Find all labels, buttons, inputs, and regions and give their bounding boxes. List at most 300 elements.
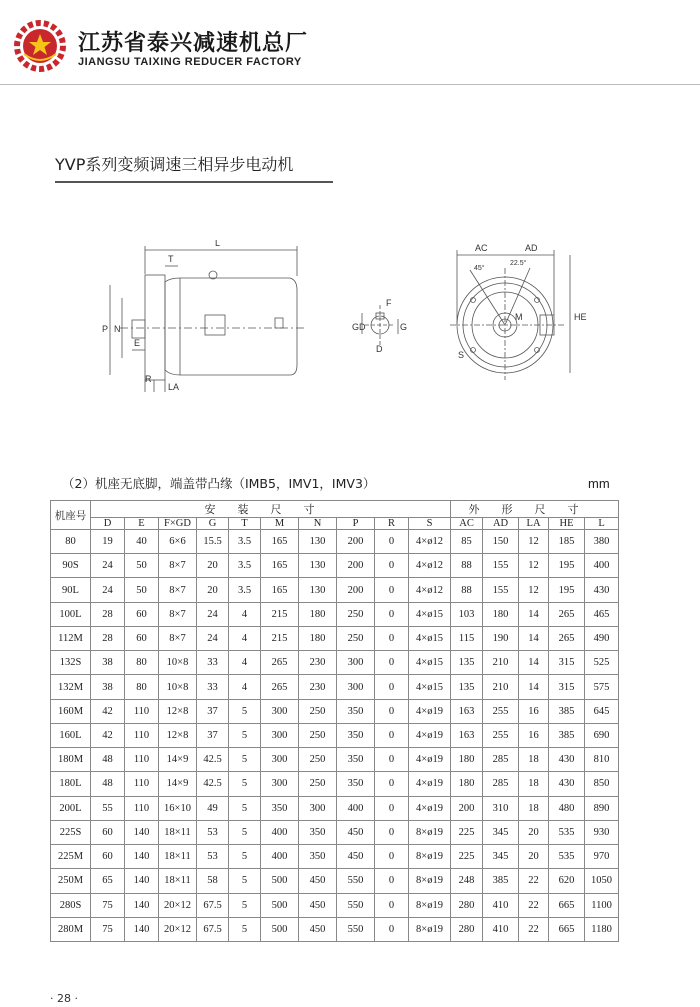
label-angle-45: 45° [474, 265, 485, 272]
table-cell: 5 [229, 796, 261, 820]
table-cell: 525 [585, 651, 619, 675]
table-cell: 5 [229, 917, 261, 941]
label-m: M [515, 312, 523, 322]
table-cell: 265 [549, 602, 585, 626]
table-cell: 80 [125, 675, 159, 699]
frame-size-cell: 90S [51, 554, 91, 578]
table-cell: 33 [197, 675, 229, 699]
table-cell: 450 [337, 820, 375, 844]
label-la: LA [168, 382, 180, 392]
table-row [51, 845, 619, 869]
table-cell: 135 [451, 651, 483, 675]
label-l: L [215, 240, 221, 248]
table-cell: 350 [337, 748, 375, 772]
table-cell: 4×ø19 [409, 748, 451, 772]
table-cell: 310 [483, 796, 519, 820]
table-cell: 200 [337, 578, 375, 602]
table-cell: 430 [549, 748, 585, 772]
table-cell: 550 [337, 893, 375, 917]
table-cell: 1050 [585, 869, 619, 893]
table-group-header-row [51, 501, 619, 518]
label-ad: AD [525, 243, 538, 253]
table-cell: 4×ø15 [409, 602, 451, 626]
table-cell: 60 [125, 626, 159, 650]
table-cell: 225 [451, 845, 483, 869]
table-cell: 300 [337, 675, 375, 699]
table-cell: 500 [261, 917, 299, 941]
table-cell: 135 [451, 675, 483, 699]
table-cell: 250 [299, 772, 337, 796]
column-header: G [197, 518, 229, 530]
table-cell: 350 [337, 772, 375, 796]
table-cell: 300 [261, 699, 299, 723]
table-cell: 350 [299, 820, 337, 844]
table-cell: 180 [451, 772, 483, 796]
table-cell: 255 [483, 723, 519, 747]
frame-size-cell: 250M [51, 869, 91, 893]
table-cell: 18 [519, 748, 549, 772]
column-header: D [91, 518, 125, 530]
table-cell: 14 [519, 626, 549, 650]
table-cell: 8×7 [159, 554, 197, 578]
table-cell: 4×ø12 [409, 554, 451, 578]
table-cell: 210 [483, 675, 519, 699]
frame-size-cell: 200L [51, 796, 91, 820]
table-cell: 8×ø19 [409, 845, 451, 869]
table-cell: 180 [451, 748, 483, 772]
table-cell: 210 [483, 651, 519, 675]
table-cell: 20 [197, 578, 229, 602]
frame-size-cell: 90L [51, 578, 91, 602]
table-cell: 20×12 [159, 917, 197, 941]
table-cell: 400 [261, 820, 299, 844]
table-row [51, 917, 619, 941]
table-cell: 300 [299, 796, 337, 820]
company-name-en: JIANGSU TAIXING REDUCER FACTORY [78, 56, 302, 68]
table-cell: 24 [197, 602, 229, 626]
table-row [51, 554, 619, 578]
table-cell: 10×8 [159, 675, 197, 699]
table-cell: 300 [261, 723, 299, 747]
table-cell: 315 [549, 651, 585, 675]
table-cell: 28 [91, 626, 125, 650]
table-cell: 480 [549, 796, 585, 820]
company-name-cn: 江苏省泰兴减速机总厂 [78, 31, 309, 56]
table-cell: 60 [125, 602, 159, 626]
table-cell: 255 [483, 699, 519, 723]
table-cell: 110 [125, 699, 159, 723]
table-cell: 230 [299, 651, 337, 675]
table-cell: 5 [229, 845, 261, 869]
table-cell: 14×9 [159, 748, 197, 772]
table-cell: 850 [585, 772, 619, 796]
table-cell: 430 [585, 578, 619, 602]
table-cell: 14 [519, 675, 549, 699]
table-cell: 80 [125, 651, 159, 675]
frame-size-header: 机座号 [51, 501, 91, 530]
table-cell: 1100 [585, 893, 619, 917]
table-cell: 350 [337, 699, 375, 723]
table-cell: 285 [483, 772, 519, 796]
table-cell: 42 [91, 723, 125, 747]
table-cell: 8×ø19 [409, 917, 451, 941]
table-cell: 0 [375, 796, 409, 820]
table-cell: 150 [483, 530, 519, 554]
label-g: G [400, 322, 408, 332]
table-cell: 280 [451, 917, 483, 941]
table-cell: 37 [197, 723, 229, 747]
table-cell: 65 [91, 869, 125, 893]
table-cell: 67.5 [197, 917, 229, 941]
table-cell: 575 [585, 675, 619, 699]
table-cell: 4×ø19 [409, 796, 451, 820]
label-e: E [134, 338, 141, 348]
table-cell: 400 [337, 796, 375, 820]
label-n: N [114, 324, 121, 334]
terminal-box [205, 315, 225, 335]
table-cell: 350 [299, 845, 337, 869]
install-dimensions-header: 安装尺寸 [91, 501, 451, 518]
table-cell: 140 [125, 917, 159, 941]
table-cell: 18 [519, 772, 549, 796]
column-header: T [229, 518, 261, 530]
table-cell: 345 [483, 820, 519, 844]
table-cell: 163 [451, 723, 483, 747]
table-cell: 1180 [585, 917, 619, 941]
table-cell: 49 [197, 796, 229, 820]
table-cell: 12 [519, 530, 549, 554]
table-cell: 410 [483, 917, 519, 941]
table-cell: 500 [261, 869, 299, 893]
label-r: R [145, 374, 152, 384]
table-row [51, 772, 619, 796]
table-cell: 37 [197, 699, 229, 723]
label-s: S [458, 350, 465, 360]
table-cell: 0 [375, 651, 409, 675]
table-cell: 12×8 [159, 723, 197, 747]
table-cell: 110 [125, 772, 159, 796]
table-cell: 4×ø19 [409, 723, 451, 747]
table-cell: 5 [229, 772, 261, 796]
table-cell: 5 [229, 869, 261, 893]
table-cell: 400 [261, 845, 299, 869]
table-cell: 4×ø15 [409, 651, 451, 675]
table-cell: 0 [375, 675, 409, 699]
table-cell: 165 [261, 530, 299, 554]
table-cell: 24 [91, 554, 125, 578]
table-cell: 450 [299, 917, 337, 941]
table-cell: 140 [125, 869, 159, 893]
table-cell: 110 [125, 748, 159, 772]
table-cell: 200 [337, 530, 375, 554]
table-cell: 265 [261, 675, 299, 699]
table-cell: 200 [337, 554, 375, 578]
column-header: N [299, 518, 337, 530]
page-number: · 28 · [50, 992, 78, 1005]
table-cell: 250 [337, 602, 375, 626]
table-row [51, 626, 619, 650]
table-cell: 430 [549, 772, 585, 796]
table-row [51, 820, 619, 844]
table-cell: 18×11 [159, 820, 197, 844]
table-cell: 53 [197, 820, 229, 844]
table-cell: 930 [585, 820, 619, 844]
table-cell: 14×9 [159, 772, 197, 796]
table-cell: 250 [299, 748, 337, 772]
frame-size-cell: 280M [51, 917, 91, 941]
table-cell: 22 [519, 869, 549, 893]
table-row [51, 869, 619, 893]
motor-dimension-drawing [90, 240, 590, 400]
table-cell: 500 [261, 893, 299, 917]
label-f: F [386, 298, 392, 308]
table-cell: 12×8 [159, 699, 197, 723]
table-cell: 15.5 [197, 530, 229, 554]
table-cell: 5 [229, 748, 261, 772]
table-cell: 8×ø19 [409, 893, 451, 917]
table-cell: 890 [585, 796, 619, 820]
table-cell: 180 [299, 626, 337, 650]
column-header: HE [549, 518, 585, 530]
table-cell: 385 [549, 723, 585, 747]
table-cell: 200 [451, 796, 483, 820]
column-header: LA [519, 518, 549, 530]
table-cell: 88 [451, 578, 483, 602]
table-cell: 550 [337, 869, 375, 893]
company-logo-icon [14, 20, 66, 72]
table-cell: 490 [585, 626, 619, 650]
column-header: E [125, 518, 159, 530]
table-row [51, 530, 619, 554]
table-cell: 110 [125, 796, 159, 820]
table-cell: 67.5 [197, 893, 229, 917]
table-cell: 690 [585, 723, 619, 747]
table-cell: 550 [337, 917, 375, 941]
flange-outline [145, 275, 165, 380]
shaft-outline [132, 320, 145, 338]
table-cell: 645 [585, 699, 619, 723]
table-cell: 3.5 [229, 530, 261, 554]
table-cell: 12 [519, 578, 549, 602]
table-cell: 6×6 [159, 530, 197, 554]
frame-size-cell: 80 [51, 530, 91, 554]
column-header: AD [483, 518, 519, 530]
table-cell: 350 [261, 796, 299, 820]
table-cell: 215 [261, 626, 299, 650]
table-cell: 215 [261, 602, 299, 626]
table-cell: 75 [91, 917, 125, 941]
table-cell: 0 [375, 602, 409, 626]
frame-size-cell: 132M [51, 675, 91, 699]
table-cell: 385 [483, 869, 519, 893]
table-cell: 0 [375, 893, 409, 917]
table-cell: 8×ø19 [409, 820, 451, 844]
label-ac: AC [475, 243, 488, 253]
table-cell: 450 [299, 893, 337, 917]
table-cell: 155 [483, 578, 519, 602]
table-cell: 20 [197, 554, 229, 578]
label-p: P [102, 324, 109, 334]
table-cell: 385 [549, 699, 585, 723]
column-header: AC [451, 518, 483, 530]
table-cell: 110 [125, 723, 159, 747]
table-cell: 350 [337, 723, 375, 747]
table-cell: 0 [375, 723, 409, 747]
table-cell: 103 [451, 602, 483, 626]
table-cell: 265 [261, 651, 299, 675]
table-cell: 4×ø12 [409, 530, 451, 554]
table-cell: 42.5 [197, 772, 229, 796]
table-cell: 33 [197, 651, 229, 675]
table-cell: 180 [299, 602, 337, 626]
table-cell: 0 [375, 554, 409, 578]
table-cell: 38 [91, 675, 125, 699]
table-cell: 155 [483, 554, 519, 578]
label-t: T [168, 254, 174, 264]
table-cell: 3.5 [229, 554, 261, 578]
table-cell: 60 [91, 820, 125, 844]
frame-size-cell: 180M [51, 748, 91, 772]
table-cell: 4×ø12 [409, 578, 451, 602]
label-d: D [376, 344, 383, 354]
column-header: F×GD [159, 518, 197, 530]
header-divider [0, 84, 700, 85]
table-row [51, 893, 619, 917]
table-cell: 50 [125, 554, 159, 578]
table-cell: 8×ø19 [409, 869, 451, 893]
table-cell: 0 [375, 917, 409, 941]
table-cell: 10×8 [159, 651, 197, 675]
table-cell: 16×10 [159, 796, 197, 820]
frame-size-cell: 160M [51, 699, 91, 723]
table-cell: 163 [451, 699, 483, 723]
table-cell: 300 [261, 772, 299, 796]
header [14, 20, 614, 80]
table-cell: 55 [91, 796, 125, 820]
table-cell: 53 [197, 845, 229, 869]
column-header: R [375, 518, 409, 530]
column-header: L [585, 518, 619, 530]
table-cell: 5 [229, 699, 261, 723]
table-cell: 16 [519, 723, 549, 747]
label-he: HE [574, 312, 587, 322]
column-header: S [409, 518, 451, 530]
table-cell: 0 [375, 845, 409, 869]
table-cell: 165 [261, 554, 299, 578]
table-cell: 38 [91, 651, 125, 675]
table-cell: 970 [585, 845, 619, 869]
table-body [51, 530, 619, 942]
table-cell: 0 [375, 748, 409, 772]
table-cell: 18×11 [159, 845, 197, 869]
section-title: （2）机座无底脚，端盖带凸缘（IMB5，IMV1，IMV3） [62, 476, 376, 491]
table-row [51, 651, 619, 675]
table-cell: 115 [451, 626, 483, 650]
table-cell: 195 [549, 578, 585, 602]
column-header: P [337, 518, 375, 530]
table-cell: 5 [229, 723, 261, 747]
table-cell: 665 [549, 917, 585, 941]
frame-size-cell: 112M [51, 626, 91, 650]
table-cell: 18×11 [159, 869, 197, 893]
table-cell: 4 [229, 602, 261, 626]
table-cell: 315 [549, 675, 585, 699]
frame-size-cell: 132S [51, 651, 91, 675]
table-cell: 42 [91, 699, 125, 723]
table-cell: 380 [585, 530, 619, 554]
title-block [55, 152, 333, 183]
frame-size-cell: 160L [51, 723, 91, 747]
table-cell: 75 [91, 893, 125, 917]
table-cell: 4×ø19 [409, 699, 451, 723]
table-cell: 48 [91, 748, 125, 772]
table-cell: 40 [125, 530, 159, 554]
table-cell: 300 [261, 748, 299, 772]
table-cell: 5 [229, 893, 261, 917]
table-cell: 345 [483, 845, 519, 869]
table-cell: 180 [483, 602, 519, 626]
table-cell: 16 [519, 699, 549, 723]
table-cell: 450 [299, 869, 337, 893]
table-cell: 85 [451, 530, 483, 554]
table-row [51, 602, 619, 626]
table-cell: 19 [91, 530, 125, 554]
table-cell: 140 [125, 820, 159, 844]
frame-size-cell: 280S [51, 893, 91, 917]
table-cell: 665 [549, 893, 585, 917]
column-header: M [261, 518, 299, 530]
table-row [51, 675, 619, 699]
table-cell: 8×7 [159, 626, 197, 650]
table-row [51, 699, 619, 723]
table-cell: 130 [299, 578, 337, 602]
dimensions-table [50, 500, 619, 942]
table-cell: 130 [299, 554, 337, 578]
table-row [51, 796, 619, 820]
table-cell: 300 [337, 651, 375, 675]
table-cell: 185 [549, 530, 585, 554]
table-cell: 410 [483, 893, 519, 917]
frame-size-cell: 225M [51, 845, 91, 869]
table-cell: 22 [519, 893, 549, 917]
table-row [51, 578, 619, 602]
table-cell: 50 [125, 578, 159, 602]
table-cell: 0 [375, 869, 409, 893]
frame-size-cell: 180L [51, 772, 91, 796]
table-cell: 20×12 [159, 893, 197, 917]
table-cell: 250 [337, 626, 375, 650]
table-cell: 535 [549, 820, 585, 844]
table-cell: 280 [451, 893, 483, 917]
document-title: YVP系列变频调速三相异步电动机 [55, 155, 294, 174]
table-cell: 14 [519, 602, 549, 626]
table-cell: 28 [91, 602, 125, 626]
label-gd: GD [352, 322, 366, 332]
table-cell: 465 [585, 602, 619, 626]
table-cell: 4 [229, 675, 261, 699]
table-cell: 140 [125, 893, 159, 917]
label-angle-22-5: 22.5° [510, 260, 527, 267]
table-cell: 225 [451, 820, 483, 844]
title-underline [55, 181, 333, 183]
table-cell: 8×7 [159, 578, 197, 602]
table-cell: 60 [91, 845, 125, 869]
unit-label: mm [588, 476, 610, 491]
table-cell: 48 [91, 772, 125, 796]
table-cell: 400 [585, 554, 619, 578]
table-cell: 130 [299, 530, 337, 554]
table-cell: 535 [549, 845, 585, 869]
